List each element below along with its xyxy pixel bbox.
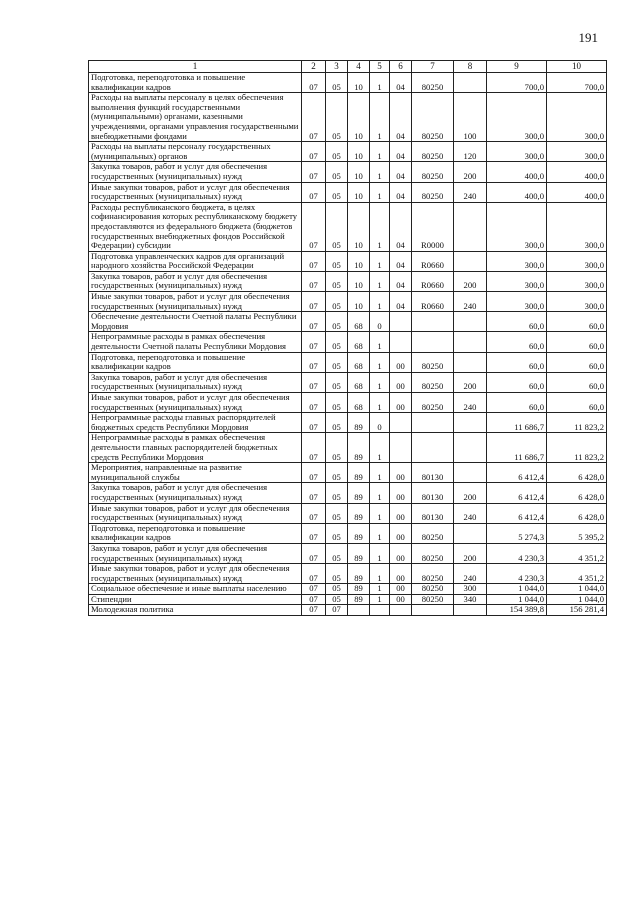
row-name-cell: Стипендии — [89, 594, 302, 605]
code-cell-c6: 04 — [390, 202, 412, 251]
code-cell-c7: 80130 — [412, 483, 454, 503]
table-row — [89, 202, 607, 251]
code-cell-c6: 00 — [390, 393, 412, 413]
code-cell-c9: 4 230,3 — [487, 543, 547, 563]
row-name-cell: Расходы на выплаты персоналу в целях обеспечения выполнения функций государственными (муниципальными) органами, казенными учреждениями, органами управления государственными внебюджетными фондами — [89, 93, 302, 142]
code-cell-c9: 300,0 — [487, 142, 547, 162]
code-cell-c8: 240 — [454, 182, 487, 202]
page-number: 191 — [578, 30, 598, 45]
code-cell-c7: R0660 — [412, 292, 454, 312]
code-cell-c7 — [412, 605, 454, 616]
code-cell-c5: 1 — [370, 463, 390, 483]
code-cell-c8 — [454, 202, 487, 251]
code-cell-c2: 07 — [302, 372, 326, 392]
code-cell-c2: 07 — [302, 413, 326, 433]
column-header: 1 — [89, 61, 302, 73]
code-cell-c5: 1 — [370, 433, 390, 463]
code-cell-c8 — [454, 332, 487, 352]
table-row — [89, 142, 607, 162]
table-row — [89, 73, 607, 93]
code-cell-c9: 60,0 — [487, 393, 547, 413]
code-cell-c3: 05 — [326, 372, 348, 392]
code-cell-c9: 6 412,4 — [487, 463, 547, 483]
code-cell-c9: 1 044,0 — [487, 584, 547, 595]
table-row — [89, 352, 607, 372]
code-cell-c4: 10 — [348, 142, 370, 162]
code-cell-c8: 120 — [454, 142, 487, 162]
table-row — [89, 564, 607, 584]
table-row — [89, 483, 607, 503]
code-cell-c6: 00 — [390, 483, 412, 503]
code-cell-c6 — [390, 433, 412, 463]
table-row — [89, 372, 607, 392]
row-name-cell: Иные закупки товаров, работ и услуг для обеспечения государственных (муниципальных) нужд — [89, 393, 302, 413]
row-name-cell: Подготовка управленческих кадров для организаций народного хозяйства Российской Федерации — [89, 251, 302, 271]
code-cell-c10: 60,0 — [547, 352, 607, 372]
code-cell-c8 — [454, 251, 487, 271]
column-header: 9 — [487, 61, 547, 73]
row-name-cell: Иные закупки товаров, работ и услуг для обеспечения государственных (муниципальных) нужд — [89, 292, 302, 312]
code-cell-c3: 05 — [326, 73, 348, 93]
code-cell-c7: 80250 — [412, 543, 454, 563]
code-cell-c6: 04 — [390, 271, 412, 291]
table-row — [89, 584, 607, 595]
code-cell-c8: 300 — [454, 584, 487, 595]
row-name-cell: Непрограммные расходы главных распорядителей бюджетных средств Республики Мордовия — [89, 413, 302, 433]
code-cell-c10: 300,0 — [547, 202, 607, 251]
code-cell-c8 — [454, 352, 487, 372]
code-cell-c2: 07 — [302, 162, 326, 182]
row-name-cell: Закупка товаров, работ и услуг для обеспечения государственных (муниципальных) нужд — [89, 271, 302, 291]
code-cell-c8 — [454, 523, 487, 543]
table-row — [89, 182, 607, 202]
code-cell-c10: 400,0 — [547, 182, 607, 202]
code-cell-c10: 11 823,2 — [547, 413, 607, 433]
column-header: 5 — [370, 61, 390, 73]
code-cell-c8 — [454, 413, 487, 433]
code-cell-c9: 300,0 — [487, 202, 547, 251]
code-cell-c8: 200 — [454, 483, 487, 503]
code-cell-c2: 07 — [302, 393, 326, 413]
row-name-cell: Социальное обеспечение и иные выплаты населению — [89, 584, 302, 595]
code-cell-c5: 1 — [370, 543, 390, 563]
code-cell-c4: 10 — [348, 162, 370, 182]
code-cell-c9: 154 389,8 — [487, 605, 547, 616]
code-cell-c10: 300,0 — [547, 251, 607, 271]
code-cell-c8: 200 — [454, 271, 487, 291]
code-cell-c7 — [412, 433, 454, 463]
code-cell-c5: 1 — [370, 372, 390, 392]
code-cell-c7: 80250 — [412, 523, 454, 543]
code-cell-c8: 100 — [454, 93, 487, 142]
code-cell-c10: 6 428,0 — [547, 463, 607, 483]
code-cell-c9: 300,0 — [487, 271, 547, 291]
code-cell-c10: 6 428,0 — [547, 503, 607, 523]
row-name-cell: Молодежная политика — [89, 605, 302, 616]
code-cell-c9: 300,0 — [487, 292, 547, 312]
code-cell-c4: 89 — [348, 564, 370, 584]
code-cell-c3: 05 — [326, 543, 348, 563]
code-cell-c6: 00 — [390, 352, 412, 372]
code-cell-c4: 10 — [348, 93, 370, 142]
table-row — [89, 332, 607, 352]
code-cell-c9: 4 230,3 — [487, 564, 547, 584]
row-name-cell: Закупка товаров, работ и услуг для обеспечения государственных (муниципальных) нужд — [89, 162, 302, 182]
code-cell-c9: 11 686,7 — [487, 413, 547, 433]
code-cell-c10: 4 351,2 — [547, 564, 607, 584]
code-cell-c8: 340 — [454, 594, 487, 605]
column-header: 7 — [412, 61, 454, 73]
code-cell-c5 — [370, 605, 390, 616]
code-cell-c2: 07 — [302, 93, 326, 142]
code-cell-c3: 05 — [326, 594, 348, 605]
code-cell-c6 — [390, 312, 412, 332]
code-cell-c4: 10 — [348, 251, 370, 271]
code-cell-c4 — [348, 605, 370, 616]
code-cell-c5: 1 — [370, 142, 390, 162]
code-cell-c3: 05 — [326, 584, 348, 595]
code-cell-c7: 80250 — [412, 372, 454, 392]
code-cell-c5: 1 — [370, 202, 390, 251]
table-row — [89, 251, 607, 271]
code-cell-c7: 80250 — [412, 182, 454, 202]
code-cell-c10: 60,0 — [547, 332, 607, 352]
table-row — [89, 292, 607, 312]
row-name-cell: Закупка товаров, работ и услуг для обеспечения государственных (муниципальных) нужд — [89, 372, 302, 392]
code-cell-c4: 89 — [348, 503, 370, 523]
code-cell-c2: 07 — [302, 292, 326, 312]
code-cell-c5: 1 — [370, 352, 390, 372]
code-cell-c4: 89 — [348, 433, 370, 463]
table-row — [89, 162, 607, 182]
code-cell-c9: 5 274,3 — [487, 523, 547, 543]
code-cell-c3: 05 — [326, 182, 348, 202]
code-cell-c5: 1 — [370, 523, 390, 543]
table-row — [89, 393, 607, 413]
row-name-cell: Иные закупки товаров, работ и услуг для обеспечения государственных (муниципальных) нужд — [89, 182, 302, 202]
code-cell-c4: 89 — [348, 584, 370, 595]
code-cell-c5: 1 — [370, 182, 390, 202]
code-cell-c5: 1 — [370, 483, 390, 503]
code-cell-c6: 00 — [390, 503, 412, 523]
code-cell-c4: 68 — [348, 372, 370, 392]
code-cell-c5: 1 — [370, 393, 390, 413]
code-cell-c7: R0660 — [412, 251, 454, 271]
code-cell-c5: 0 — [370, 413, 390, 433]
code-cell-c9: 400,0 — [487, 162, 547, 182]
code-cell-c4: 68 — [348, 393, 370, 413]
code-cell-c8: 200 — [454, 162, 487, 182]
code-cell-c4: 10 — [348, 292, 370, 312]
code-cell-c7: 80250 — [412, 564, 454, 584]
code-cell-c2: 07 — [302, 251, 326, 271]
code-cell-c2: 07 — [302, 584, 326, 595]
code-cell-c5: 1 — [370, 93, 390, 142]
code-cell-c7: R0000 — [412, 202, 454, 251]
code-cell-c3: 05 — [326, 93, 348, 142]
code-cell-c5: 1 — [370, 564, 390, 584]
code-cell-c3: 05 — [326, 503, 348, 523]
code-cell-c3: 05 — [326, 483, 348, 503]
code-cell-c3: 05 — [326, 162, 348, 182]
row-name-cell: Расходы на выплаты персоналу государственных (муниципальных) органов — [89, 142, 302, 162]
code-cell-c3: 05 — [326, 564, 348, 584]
row-name-cell: Мероприятия, направленные на развитие муниципальной службы — [89, 463, 302, 483]
code-cell-c8: 240 — [454, 503, 487, 523]
code-cell-c3: 05 — [326, 312, 348, 332]
code-cell-c4: 89 — [348, 594, 370, 605]
code-cell-c4: 89 — [348, 483, 370, 503]
code-cell-c2: 07 — [302, 523, 326, 543]
code-cell-c6: 04 — [390, 251, 412, 271]
column-header: 6 — [390, 61, 412, 73]
code-cell-c10: 300,0 — [547, 93, 607, 142]
code-cell-c4: 68 — [348, 332, 370, 352]
code-cell-c7: 80250 — [412, 142, 454, 162]
code-cell-c10: 60,0 — [547, 312, 607, 332]
code-cell-c2: 07 — [302, 182, 326, 202]
code-cell-c2: 07 — [302, 594, 326, 605]
code-cell-c6: 04 — [390, 93, 412, 142]
code-cell-c2: 07 — [302, 564, 326, 584]
code-cell-c3: 05 — [326, 463, 348, 483]
row-name-cell: Подготовка, переподготовка и повышение квалификации кадров — [89, 523, 302, 543]
code-cell-c8: 240 — [454, 393, 487, 413]
code-cell-c10: 400,0 — [547, 162, 607, 182]
table-row — [89, 413, 607, 433]
code-cell-c5: 1 — [370, 594, 390, 605]
table-row — [89, 93, 607, 142]
code-cell-c4: 89 — [348, 543, 370, 563]
code-cell-c7: 80250 — [412, 73, 454, 93]
code-cell-c8: 240 — [454, 292, 487, 312]
row-name-cell: Иные закупки товаров, работ и услуг для обеспечения государственных (муниципальных) нужд — [89, 503, 302, 523]
code-cell-c10: 60,0 — [547, 372, 607, 392]
column-header: 4 — [348, 61, 370, 73]
code-cell-c3: 05 — [326, 413, 348, 433]
code-cell-c4: 89 — [348, 413, 370, 433]
code-cell-c10: 4 351,2 — [547, 543, 607, 563]
code-cell-c5: 1 — [370, 584, 390, 595]
code-cell-c8: 200 — [454, 372, 487, 392]
code-cell-c3: 05 — [326, 142, 348, 162]
code-cell-c6: 04 — [390, 162, 412, 182]
code-cell-c3: 05 — [326, 332, 348, 352]
code-cell-c10: 60,0 — [547, 393, 607, 413]
code-cell-c10: 11 823,2 — [547, 433, 607, 463]
code-cell-c2: 07 — [302, 543, 326, 563]
row-name-cell: Непрограммные расходы в рамках обеспечения деятельности главных распорядителей бюджетных средств Республики Мордовия — [89, 433, 302, 463]
table-header-row — [89, 61, 607, 73]
code-cell-c7 — [412, 312, 454, 332]
code-cell-c7: 80250 — [412, 93, 454, 142]
code-cell-c9: 60,0 — [487, 372, 547, 392]
code-cell-c2: 07 — [302, 73, 326, 93]
code-cell-c3: 07 — [326, 605, 348, 616]
table-row — [89, 543, 607, 563]
code-cell-c7 — [412, 413, 454, 433]
code-cell-c10: 1 044,0 — [547, 594, 607, 605]
code-cell-c9: 400,0 — [487, 182, 547, 202]
table-row — [89, 523, 607, 543]
code-cell-c6 — [390, 605, 412, 616]
code-cell-c6: 04 — [390, 292, 412, 312]
code-cell-c5: 1 — [370, 73, 390, 93]
code-cell-c7: 80250 — [412, 594, 454, 605]
code-cell-c6: 00 — [390, 372, 412, 392]
code-cell-c8 — [454, 605, 487, 616]
code-cell-c3: 05 — [326, 523, 348, 543]
row-name-cell: Подготовка, переподготовка и повышение квалификации кадров — [89, 352, 302, 372]
table-row — [89, 594, 607, 605]
code-cell-c2: 07 — [302, 605, 326, 616]
code-cell-c4: 10 — [348, 182, 370, 202]
code-cell-c9: 700,0 — [487, 73, 547, 93]
code-cell-c3: 05 — [326, 352, 348, 372]
code-cell-c10: 5 395,2 — [547, 523, 607, 543]
code-cell-c10: 300,0 — [547, 292, 607, 312]
code-cell-c5: 1 — [370, 251, 390, 271]
code-cell-c9: 6 412,4 — [487, 483, 547, 503]
row-name-cell: Закупка товаров, работ и услуг для обеспечения государственных (муниципальных) нужд — [89, 483, 302, 503]
code-cell-c3: 05 — [326, 202, 348, 251]
code-cell-c6: 04 — [390, 73, 412, 93]
code-cell-c8 — [454, 463, 487, 483]
code-cell-c4: 10 — [348, 73, 370, 93]
code-cell-c7: 80250 — [412, 162, 454, 182]
row-name-cell: Непрограммные расходы в рамках обеспечения деятельности Счетной палаты Республики Мордовия — [89, 332, 302, 352]
row-name-cell: Иные закупки товаров, работ и услуг для обеспечения государственных (муниципальных) нужд — [89, 564, 302, 584]
row-name-cell: Расходы республиканского бюджета, в целях софинансирования которых республиканскому бюджету предоставляются из федерального бюджета (бюджетов государственных внебюджетных фондов Российской Федерации) субсидии — [89, 202, 302, 251]
code-cell-c5: 1 — [370, 271, 390, 291]
code-cell-c6: 00 — [390, 463, 412, 483]
code-cell-c6 — [390, 413, 412, 433]
row-name-cell: Подготовка, переподготовка и повышение квалификации кадров — [89, 73, 302, 93]
table-row — [89, 463, 607, 483]
code-cell-c4: 68 — [348, 352, 370, 372]
code-cell-c2: 07 — [302, 463, 326, 483]
code-cell-c7: R0660 — [412, 271, 454, 291]
column-header: 10 — [547, 61, 607, 73]
code-cell-c6: 00 — [390, 594, 412, 605]
code-cell-c7: 80250 — [412, 584, 454, 595]
code-cell-c8: 200 — [454, 543, 487, 563]
code-cell-c10: 700,0 — [547, 73, 607, 93]
code-cell-c6: 00 — [390, 543, 412, 563]
code-cell-c9: 11 686,7 — [487, 433, 547, 463]
code-cell-c7: 80130 — [412, 463, 454, 483]
code-cell-c2: 07 — [302, 271, 326, 291]
code-cell-c4: 89 — [348, 523, 370, 543]
code-cell-c8 — [454, 312, 487, 332]
code-cell-c3: 05 — [326, 393, 348, 413]
code-cell-c10: 1 044,0 — [547, 584, 607, 595]
code-cell-c5: 1 — [370, 332, 390, 352]
code-cell-c9: 300,0 — [487, 93, 547, 142]
table-row — [89, 433, 607, 463]
budget-table — [88, 60, 607, 616]
column-header: 3 — [326, 61, 348, 73]
code-cell-c5: 1 — [370, 292, 390, 312]
table-row — [89, 503, 607, 523]
code-cell-c10: 156 281,4 — [547, 605, 607, 616]
code-cell-c2: 07 — [302, 352, 326, 372]
code-cell-c10: 300,0 — [547, 271, 607, 291]
code-cell-c6: 04 — [390, 142, 412, 162]
code-cell-c2: 07 — [302, 142, 326, 162]
code-cell-c4: 89 — [348, 463, 370, 483]
column-header: 2 — [302, 61, 326, 73]
code-cell-c6: 04 — [390, 182, 412, 202]
code-cell-c2: 07 — [302, 332, 326, 352]
code-cell-c2: 07 — [302, 483, 326, 503]
code-cell-c9: 60,0 — [487, 332, 547, 352]
code-cell-c6: 00 — [390, 584, 412, 595]
table-row — [89, 605, 607, 616]
code-cell-c5: 1 — [370, 162, 390, 182]
code-cell-c7: 80250 — [412, 393, 454, 413]
code-cell-c3: 05 — [326, 292, 348, 312]
code-cell-c2: 07 — [302, 312, 326, 332]
code-cell-c9: 6 412,4 — [487, 503, 547, 523]
code-cell-c7: 80130 — [412, 503, 454, 523]
code-cell-c3: 05 — [326, 251, 348, 271]
code-cell-c6: 00 — [390, 564, 412, 584]
code-cell-c9: 60,0 — [487, 352, 547, 372]
code-cell-c8: 240 — [454, 564, 487, 584]
code-cell-c4: 10 — [348, 202, 370, 251]
code-cell-c9: 300,0 — [487, 251, 547, 271]
table-row — [89, 271, 607, 291]
code-cell-c3: 05 — [326, 433, 348, 463]
code-cell-c10: 6 428,0 — [547, 483, 607, 503]
code-cell-c9: 1 044,0 — [487, 594, 547, 605]
column-header: 8 — [454, 61, 487, 73]
code-cell-c8 — [454, 433, 487, 463]
code-cell-c4: 68 — [348, 312, 370, 332]
code-cell-c5: 1 — [370, 503, 390, 523]
row-name-cell: Обеспечение деятельности Счетной палаты Республики Мордовия — [89, 312, 302, 332]
code-cell-c6: 00 — [390, 523, 412, 543]
code-cell-c8 — [454, 73, 487, 93]
code-cell-c5: 0 — [370, 312, 390, 332]
code-cell-c3: 05 — [326, 271, 348, 291]
table-row — [89, 312, 607, 332]
code-cell-c9: 60,0 — [487, 312, 547, 332]
code-cell-c7 — [412, 332, 454, 352]
code-cell-c2: 07 — [302, 503, 326, 523]
code-cell-c6 — [390, 332, 412, 352]
code-cell-c7: 80250 — [412, 352, 454, 372]
code-cell-c4: 10 — [348, 271, 370, 291]
code-cell-c2: 07 — [302, 202, 326, 251]
code-cell-c2: 07 — [302, 433, 326, 463]
code-cell-c10: 300,0 — [547, 142, 607, 162]
row-name-cell: Закупка товаров, работ и услуг для обеспечения государственных (муниципальных) нужд — [89, 543, 302, 563]
